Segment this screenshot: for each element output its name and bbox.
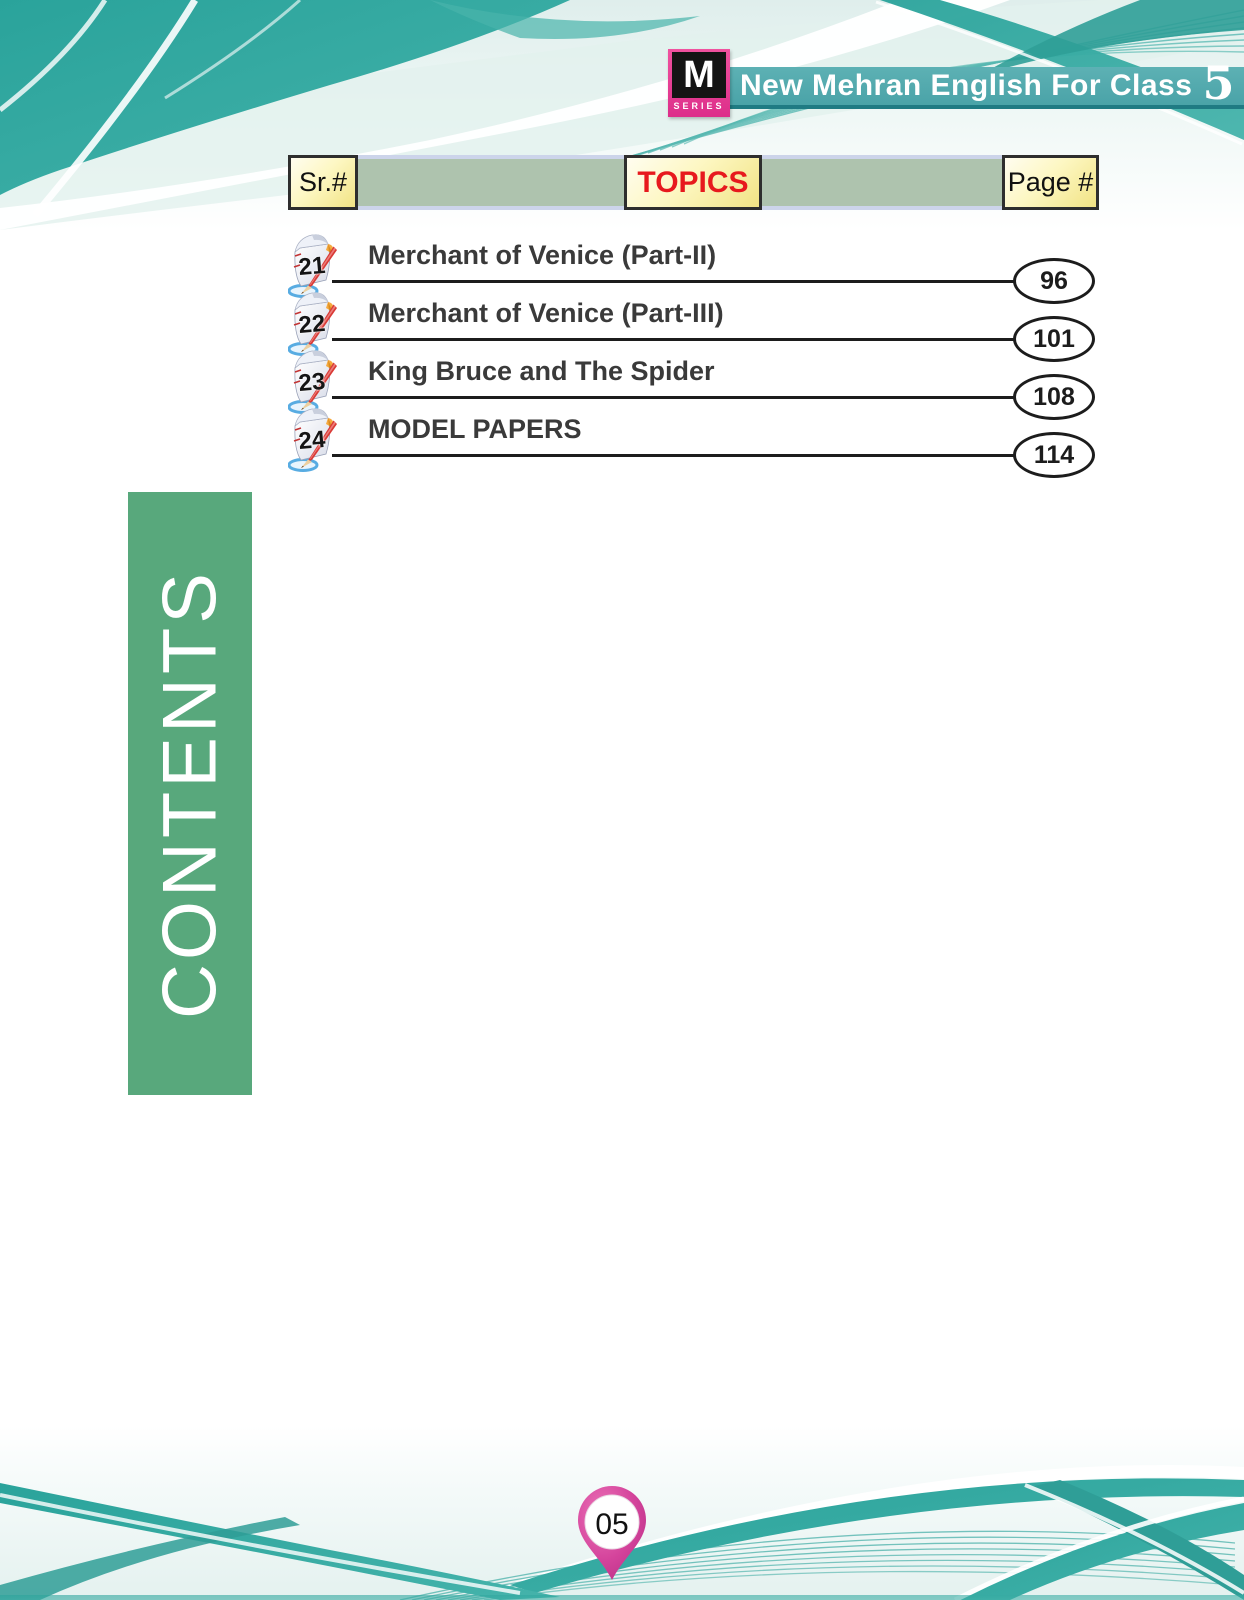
serial-number: 22 (297, 309, 327, 340)
toc-row (0, 290, 1244, 356)
notepad-pencil-icon (288, 348, 346, 414)
topics-header-box (624, 155, 762, 210)
sr-header-box (288, 155, 358, 210)
topic-title: Merchant of Venice (Part-II) (368, 240, 717, 270)
topic-title: MODEL PAPERS (368, 414, 582, 444)
toc-row (0, 348, 1244, 414)
leader-line (332, 396, 1016, 399)
topic-title: King Bruce and The Spider (368, 356, 715, 386)
toc-row (0, 232, 1244, 298)
serial-number: 24 (297, 425, 327, 456)
logo-letter: M (683, 54, 715, 96)
book-title-banner: New Mehran English For Class 5 (700, 67, 1244, 109)
page-number: 96 (1040, 266, 1068, 295)
contents-side-banner (128, 492, 252, 1095)
logo-series-label: SERIES (673, 101, 725, 111)
contents-label: CONTENTS (147, 568, 233, 1019)
m-series-logo (668, 49, 730, 117)
page-header-label: Page # (1007, 167, 1094, 197)
topics-header-label: TOPICS (637, 165, 749, 199)
toc-row (0, 406, 1244, 472)
leader-line (332, 454, 1016, 457)
serial-number: 23 (297, 367, 327, 398)
serial-number: 21 (297, 251, 327, 282)
leader-line (332, 338, 1016, 341)
page-number-label: 05 (595, 1508, 629, 1541)
topic-title: Merchant of Venice (Part-III) (368, 298, 724, 328)
page-number: 101 (1033, 324, 1075, 353)
notepad-pencil-icon (288, 232, 346, 298)
book-title: New Mehran English For Class (740, 69, 1193, 102)
logo-m-box (672, 52, 726, 98)
page-header-box (1002, 155, 1099, 210)
notepad-pencil-icon (288, 406, 346, 472)
page-number-pin (570, 1478, 654, 1582)
page-number: 114 (1033, 440, 1075, 469)
notepad-pencil-icon (288, 290, 346, 356)
page-number: 108 (1033, 382, 1075, 411)
page-number-badge (1013, 432, 1095, 478)
sr-header-label: Sr.# (298, 167, 348, 197)
leader-line (332, 280, 1016, 283)
